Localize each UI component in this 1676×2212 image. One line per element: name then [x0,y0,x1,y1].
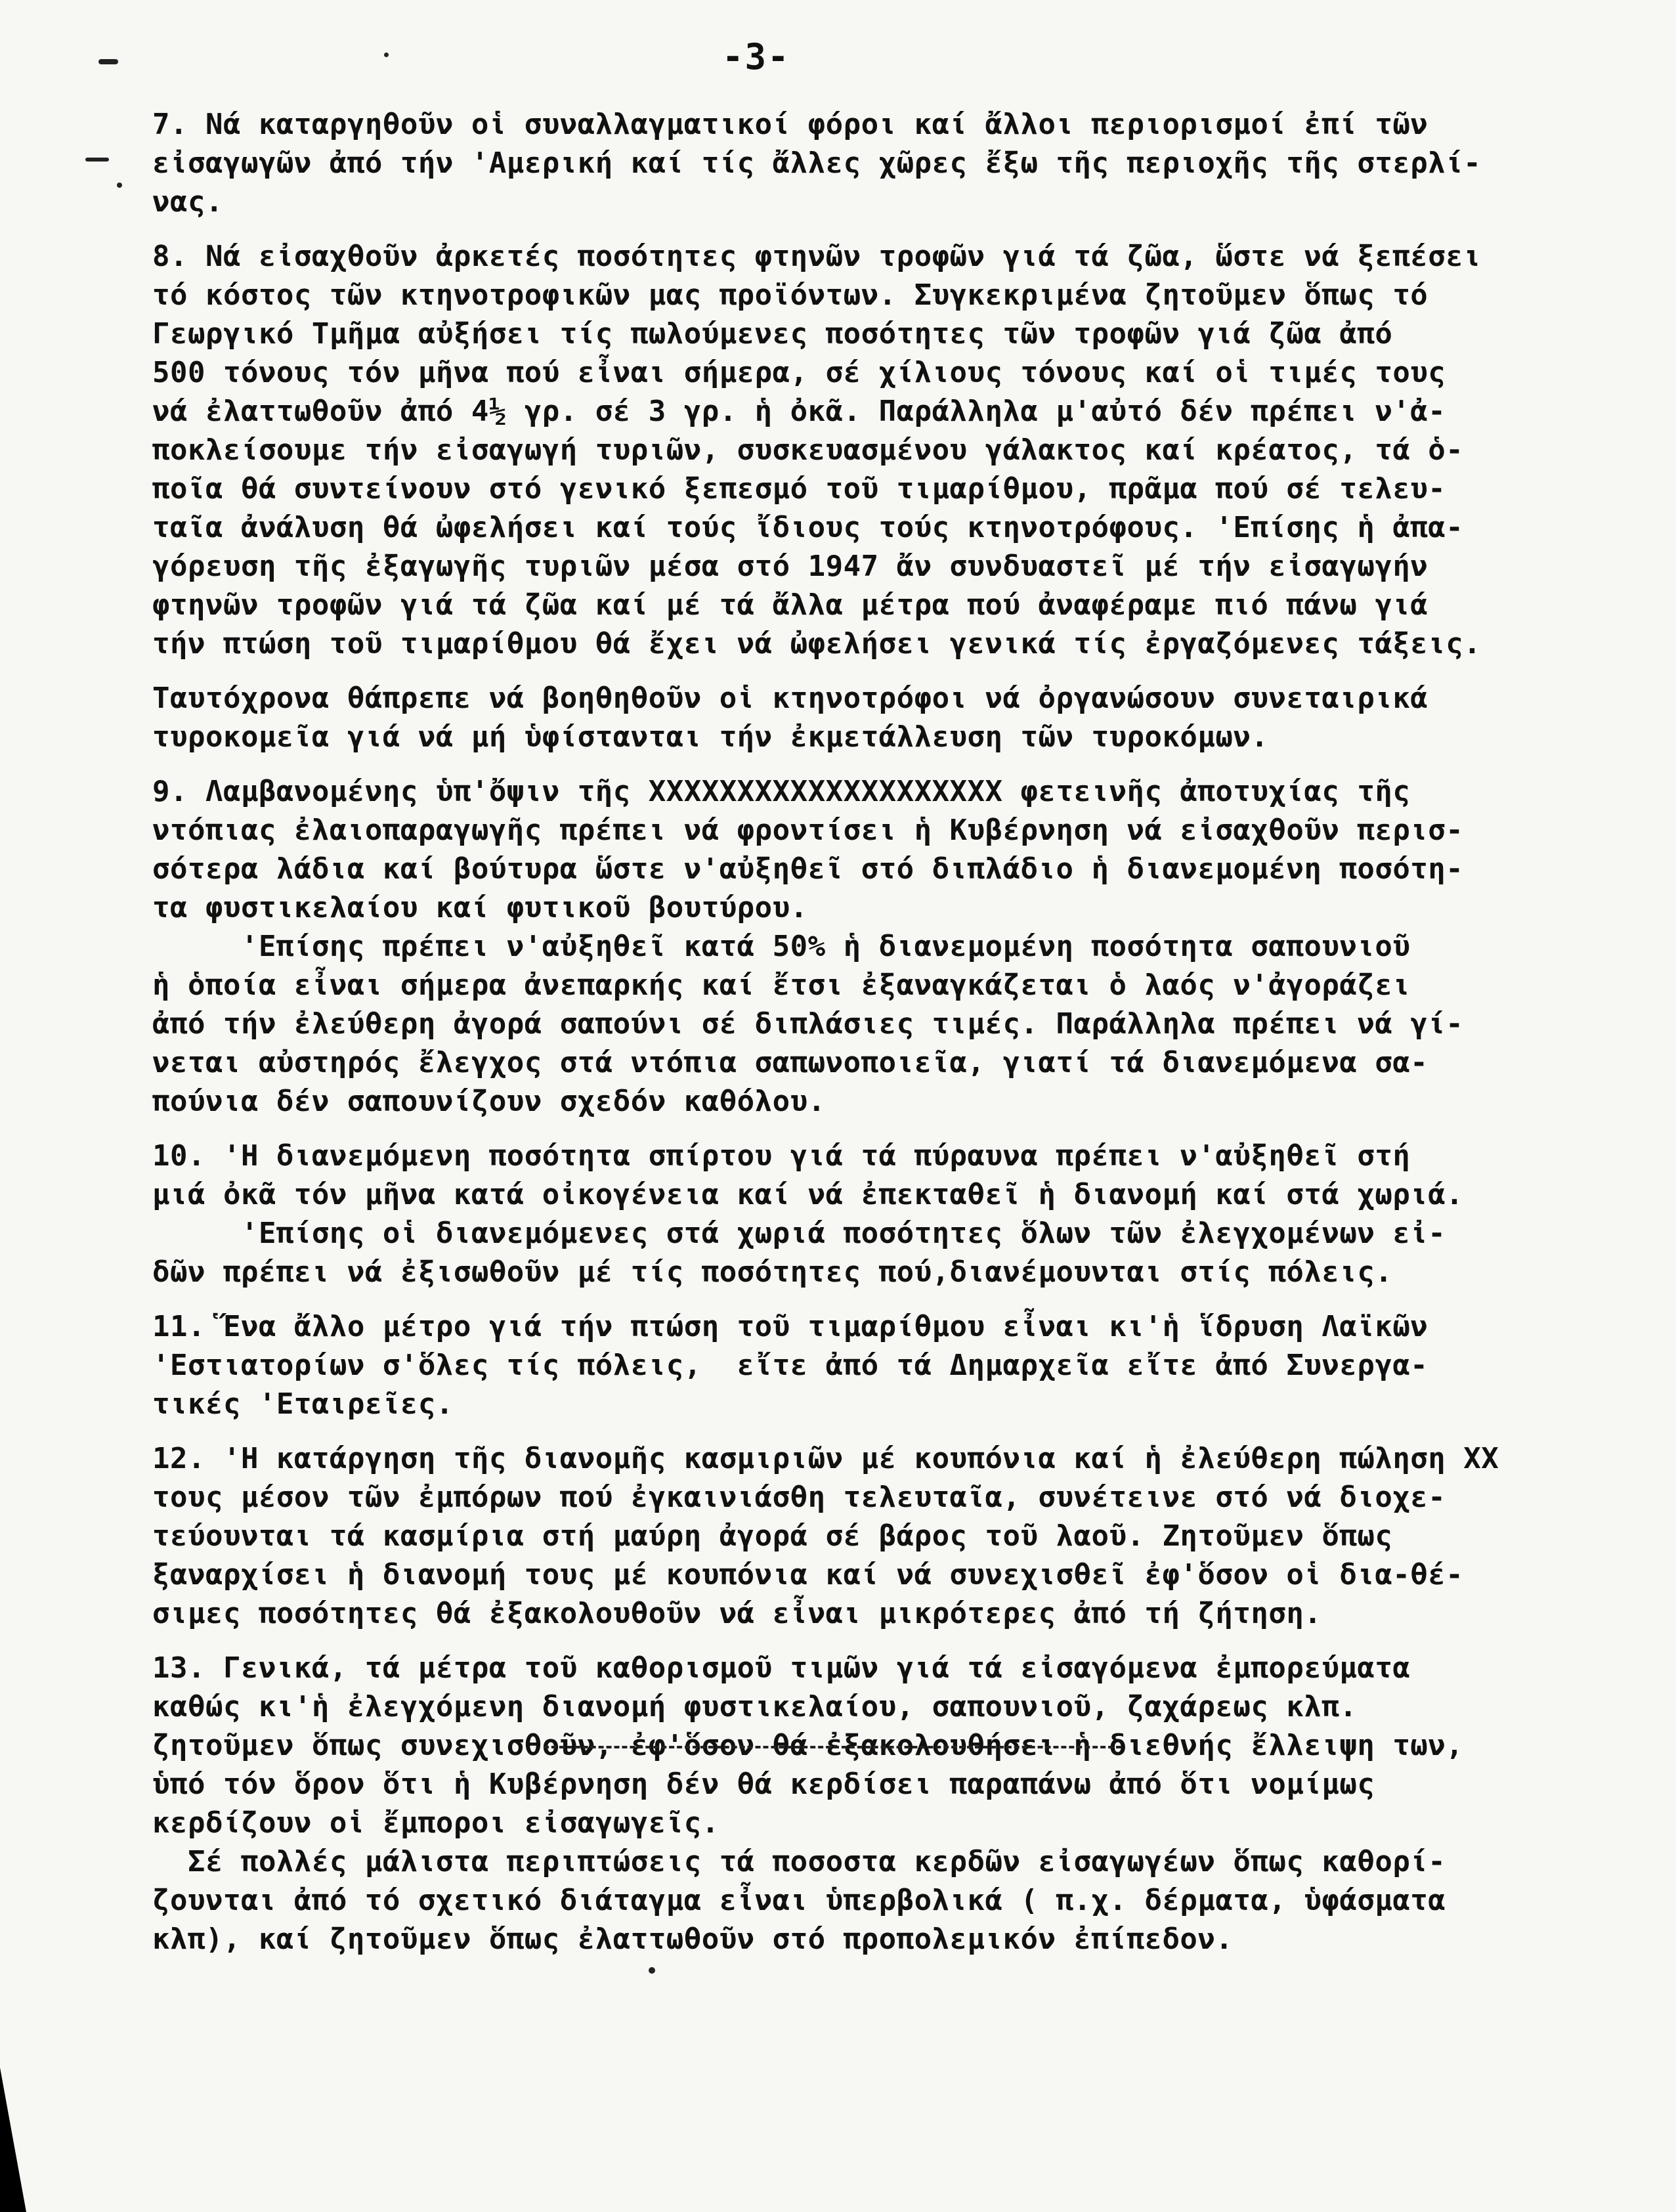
text-line: τυροκομεῖα γιά νά μή ὑφίστανται τήν ἐκμετάλλευση τῶν τυροκόμων. [152,720,1269,754]
paragraph-11 [152,1307,1643,1423]
text-line: τα φυστικελαίου καί φυτικοῦ βουτύρου. [152,891,808,924]
text-line: κλπ), καί ζητοῦμεν ὅπως ἐλαττωθοῦν στό προπολεμικόν ἐπίπεδον. [152,1922,1234,1956]
closing-dashed-rule [544,1746,1121,1748]
paragraph-8-continued [152,679,1643,756]
text-line: τήν πτώση τοῦ τιμαρίθμου θά ἔχει νά ὠφελήσει γενικά τίς ἐργαζόμενες τάξεις. [152,627,1482,661]
text-line: ζητοῦμεν ὅπως συνεχισθοῦν, ἐφ'ὅσον θά ἐξακολουθήσει ἡ διεθνής ἔλλειψη των, [152,1729,1464,1762]
text-line: 9. Λαμβανομένης ὑπ'ὄψιν τῆς XXXXXXXXXXXXXXXXXXXX φετεινῆς ἀποτυχίας τῆς [152,775,1411,808]
text-line: εἰσαγωγῶν ἀπό τήν 'Αμερική καί τίς ἄλλες χῶρες ἔξω τῆς περιοχῆς τῆς στερλί- [152,146,1482,180]
scan-speck [649,1967,655,1974]
page-number: -3- [722,36,790,77]
scan-speck [117,183,122,188]
text-line: τικές 'Εταιρεῖες. [152,1387,454,1421]
text-line: νας. [152,185,223,219]
paragraph-7 [152,105,1643,221]
text-line: σιμες ποσότητες θά ἐξακολουθοῦν νά εἶναι μικρότερες ἀπό τή ζήτηση. [152,1597,1322,1630]
text-line: ποῖα θά συντείνουν στό γενικό ξεπεσμό τοῦ τιμαρίθμου, πρᾶμα πού σέ τελευ- [152,472,1446,506]
text-line: 'Εστιατορίων σ'ὅλες τίς πόλεις, εἴτε ἀπό τά Δημαρχεῖα εἴτε ἀπό Συνεργα- [152,1349,1429,1382]
text-line: 'Επίσης πρέπει ν'αὐξηθεῖ κατά 50% ἡ διανεμομένη ποσότητα σαπουνιοῦ [152,930,1411,963]
scan-speck [384,53,389,57]
text-line: 7. Νά καταργηθοῦν οἱ συναλλαγματικοί φόροι καί ἄλλοι περιορισμοί ἐπί τῶν [152,108,1429,141]
text-line: τους μέσον τῶν ἐμπόρων πού ἐγκαινιάσθη τελευταῖα, συνέτεινε στό νά διοχε- [152,1481,1446,1514]
paragraph-8 [152,237,1643,663]
text-line: ταῖα ἀνάλυση θά ὠφελήσει καί τούς ἴδιους τούς κτηνοτρόφους. 'Επίσης ἡ ἀπα- [152,511,1464,544]
text-line: τό κόστος τῶν κτηνοτροφικῶν μας προϊόντων. Συγκεκριμένα ζητοῦμεν ὅπως τό [152,278,1429,312]
text-line: πούνια δέν σαπουνίζουν σχεδόν καθόλου. [152,1085,826,1118]
text-line: ἡ ὁποία εἶναι σήμερα ἀνεπαρκής καί ἔτσι ἐξαναγκάζεται ὁ λαός ν'ἀγοράζει [152,968,1411,1002]
text-line: Σέ πολλές μάλιστα περιπτώσεις τά ποσοστα κερδῶν εἰσαγωγέων ὅπως καθορί- [152,1845,1446,1878]
text-line: 8. Νά εἰσαχθοῦν ἀρκετές ποσότητες φτηνῶν τροφῶν γιά τά ζῶα, ὥστε νά ξεπέσει [152,240,1482,273]
text-line: ξαναρχίσει ἡ διανομή τους μέ κουπόνια καί νά συνεχισθεῖ ἐφ'ὅσον οἱ δια-θέ- [152,1558,1464,1592]
text-line: 'Επίσης οἱ διανεμόμενες στά χωριά ποσότητες ὅλων τῶν ἐλεγχομένων εἰ- [152,1217,1446,1250]
scan-speck [98,59,118,64]
text-line: ζουνται ἀπό τό σχετικό διάταγμα εἶναι ὑπερβολικά ( π.χ. δέρματα, ὑφάσματα [152,1884,1446,1917]
text-line: ποκλείσουμε τήν εἰσαγωγή τυριῶν, συσκευασμένου γάλακτος καί κρέατος, τά ὁ- [152,433,1464,467]
text-line: δῶν πρέπει νά ἐξισωθοῦν μέ τίς ποσότητες πού,διανέμουνται στίς πόλεις. [152,1255,1393,1289]
text-line: νεται αὐστηρός ἔλεγχος στά ντόπια σαπωνοποιεῖα, γιατί τά διανεμόμενα σα- [152,1046,1429,1079]
document-body [152,105,1643,1974]
text-line: μιά ὀκᾶ τόν μῆνα κατά οἰκογένεια καί νά ἐπεκταθεῖ ἡ διανομή καί στά χωριά. [152,1178,1464,1211]
paragraph-9 [152,772,1643,1121]
text-line: καθώς κι'ἡ ἐλεγχόμενη διανομή φυστικελαίου, σαπουνιοῦ, ζαχάρεως κλπ. [152,1690,1358,1724]
text-line: 12. 'Η κατάργηση τῆς διανομῆς κασμιριῶν μέ κουπόνια καί ἡ ἐλεύθερη πώληση XX [152,1442,1499,1475]
text-line: νά ἐλαττωθοῦν ἀπό 4½ γρ. σέ 3 γρ. ἡ ὀκᾶ. Παράλληλα μ'αὐτό δέν πρέπει ν'ἀ- [152,395,1446,428]
text-line: ἀπό τήν ἐλεύθερη ἀγορά σαπούνι σέ διπλάσιες τιμές. Παράλληλα πρέπει νά γί- [152,1007,1464,1041]
text-line: 13. Γενικά, τά μέτρα τοῦ καθορισμοῦ τιμῶν γιά τά εἰσαγόμενα ἐμπορεύματα [152,1651,1411,1685]
text-line: 500 τόνους τόν μῆνα πού εἶναι σήμερα, σέ χίλιους τόνους καί οἱ τιμές τους [152,356,1446,389]
text-line: κερδίζουν οἱ ἔμποροι εἰσαγωγεῖς. [152,1806,720,1840]
text-line: Γεωργικό Τμῆμα αὐξήσει τίς πωλούμενες ποσότητες τῶν τροφῶν γιά ζῶα ἀπό [152,317,1393,351]
text-line: γόρευση τῆς ἐξαγωγῆς τυριῶν μέσα στό 1947 ἄν συνδυαστεῖ μέ τήν εἰσαγωγήν [152,550,1429,583]
text-line: Ταυτόχρονα θάπρεπε νά βοηθηθοῦν οἱ κτηνοτρόφοι νά ὀργανώσουν συνεταιρικά [152,682,1429,715]
text-line: 11. Ἕνα ἄλλο μέτρο γιά τήν πτώση τοῦ τιμαρίθμου εἶναι κι'ἡ ἵδρυση Λαϊκῶν [152,1310,1429,1343]
text-line: τεύουνται τά κασμίρια στή μαύρη ἀγορά σέ βάρος τοῦ λαοῦ. Ζητοῦμεν ὅπως [152,1519,1393,1553]
text-line: 10. 'Η διανεμόμενη ποσότητα σπίρτου γιά τά πύραυνα πρέπει ν'αὐξηθεῖ στή [152,1139,1411,1173]
text-line: ντόπιας ἐλαιοπαραγωγῆς πρέπει νά φροντίσει ἡ Κυβέρνηση νά εἰσαχθοῦν περισ- [152,813,1464,847]
scan-speck [85,158,109,162]
text-line: ὑπό τόν ὅρον ὅτι ἡ Κυβέρνηση δέν θά κερδίσει παραπάνω ἀπό ὅτι νομίμως [152,1767,1375,1801]
scan-edge-mark [0,2068,26,2212]
paragraph-13 [152,1649,1643,1959]
text-line: σότερα λάδια καί βούτυρα ὥστε ν'αὐξηθεῖ στό διπλάδιο ἡ διανεμομένη ποσότη- [152,852,1464,886]
paragraph-12 [152,1439,1643,1633]
text-line: φτηνῶν τροφῶν γιά τά ζῶα καί μέ τά ἄλλα μέτρα πού ἀναφέραμε πιό πάνω γιά [152,588,1429,622]
paragraph-10 [152,1137,1643,1291]
